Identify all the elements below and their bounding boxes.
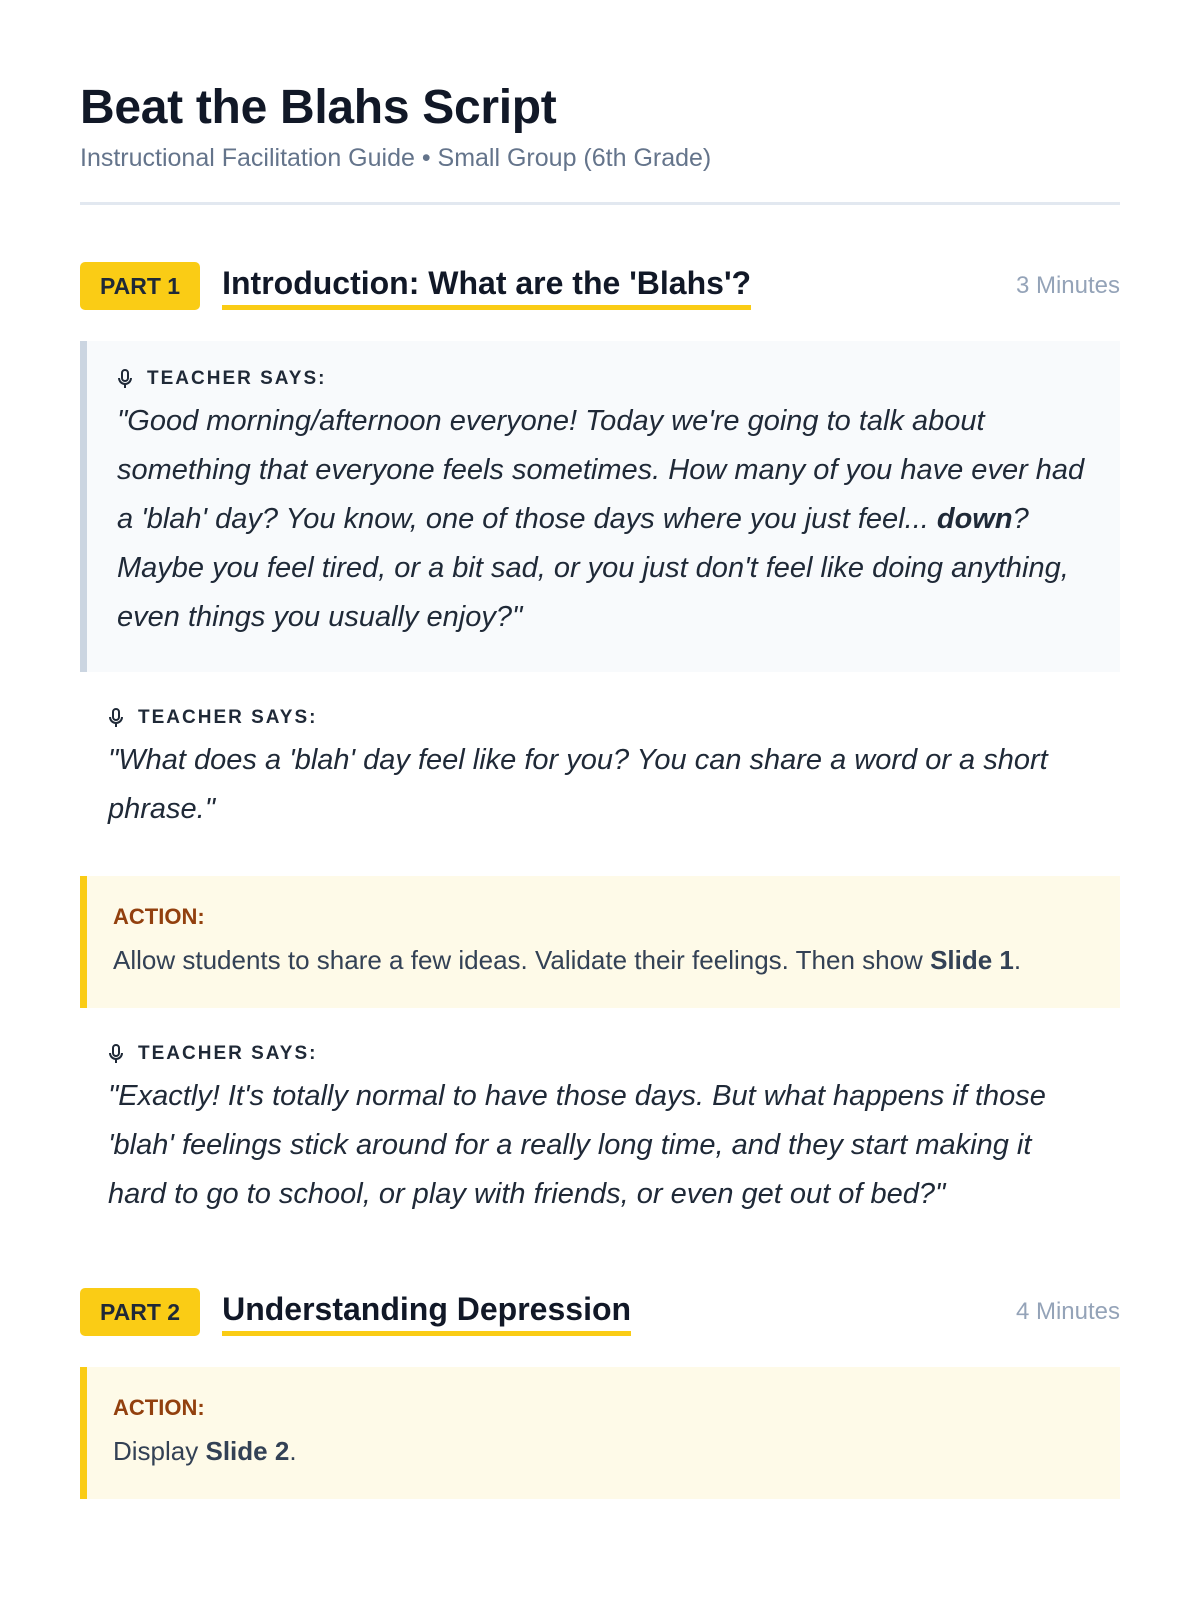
microphone-icon bbox=[108, 708, 124, 728]
part-duration: 4 Minutes bbox=[1015, 1298, 1120, 1325]
teacher-says-label bbox=[108, 1042, 1090, 1066]
teacher-says-block bbox=[80, 341, 1120, 672]
action-text-part: . bbox=[289, 1436, 297, 1466]
part-title: Understanding Depression bbox=[222, 1289, 631, 1336]
action-text bbox=[113, 940, 1086, 980]
part-badge: PART 2 bbox=[80, 1288, 200, 1336]
teacher-quote-text: ? Maybe you feel tired, or a bit sad, or you just don't feel like doing anything, even things you usually enjoy?" bbox=[117, 503, 1069, 633]
teacher-says-label-text: TEACHER SAYS: bbox=[138, 707, 318, 728]
part-badge: PART 1 bbox=[80, 262, 200, 310]
part-1-header bbox=[80, 261, 1120, 311]
part-1-section bbox=[80, 261, 1120, 1247]
action-label: ACTION: bbox=[113, 1395, 205, 1420]
action-block bbox=[80, 876, 1120, 1008]
part-2-header bbox=[80, 1287, 1120, 1337]
teacher-says-label bbox=[117, 367, 1086, 391]
action-label: ACTION: bbox=[113, 904, 205, 929]
teacher-quote: "What does a 'blah' day feel like for you? You can share a word or a short phrase." bbox=[108, 744, 1048, 825]
teacher-says-label-text: TEACHER SAYS: bbox=[147, 368, 327, 389]
action-text-part: Display bbox=[113, 1436, 206, 1466]
microphone-icon bbox=[108, 1044, 124, 1064]
header-divider bbox=[80, 202, 1120, 205]
slide-reference: Slide 1 bbox=[930, 945, 1014, 975]
action-block bbox=[80, 1367, 1120, 1499]
microphone-icon bbox=[117, 369, 133, 389]
teacher-quote-emphasis: down bbox=[936, 503, 1013, 535]
part-duration: 3 Minutes bbox=[1015, 272, 1120, 299]
slide-reference: Slide 2 bbox=[205, 1436, 290, 1466]
teacher-quote: "Exactly! It's totally normal to have those days. But what happens if those 'blah' feelings stick around for a really long time, and they start making it hard to go to school, or play with friends, or even get out of bed?" bbox=[108, 1080, 1046, 1210]
action-text-part: Allow students to share a few ideas. Validate their feelings. Then show bbox=[113, 945, 931, 975]
teacher-says-label bbox=[108, 706, 1090, 730]
teacher-quote-text: "Good morning/afternoon everyone! Today we're going to talk about something that everyone feels sometimes. How many of you have ever had a 'blah' day? You know, one of those days where you just feel... bbox=[117, 405, 1085, 535]
page-subtitle: Instructional Facilitation Guide • Small Group (6th Grade) bbox=[80, 144, 712, 172]
teacher-says-block bbox=[80, 672, 1120, 862]
teacher-says-label-text: TEACHER SAYS: bbox=[138, 1043, 318, 1064]
action-text bbox=[113, 1431, 1086, 1471]
page-title: Beat the Blahs Script bbox=[80, 81, 557, 134]
part-2-section bbox=[80, 1287, 1120, 1499]
part-title: Introduction: What are the 'Blahs'? bbox=[222, 263, 751, 310]
action-text-part: . bbox=[1013, 945, 1022, 975]
teacher-says-block bbox=[80, 1008, 1120, 1247]
teacher-quote bbox=[117, 397, 1086, 642]
